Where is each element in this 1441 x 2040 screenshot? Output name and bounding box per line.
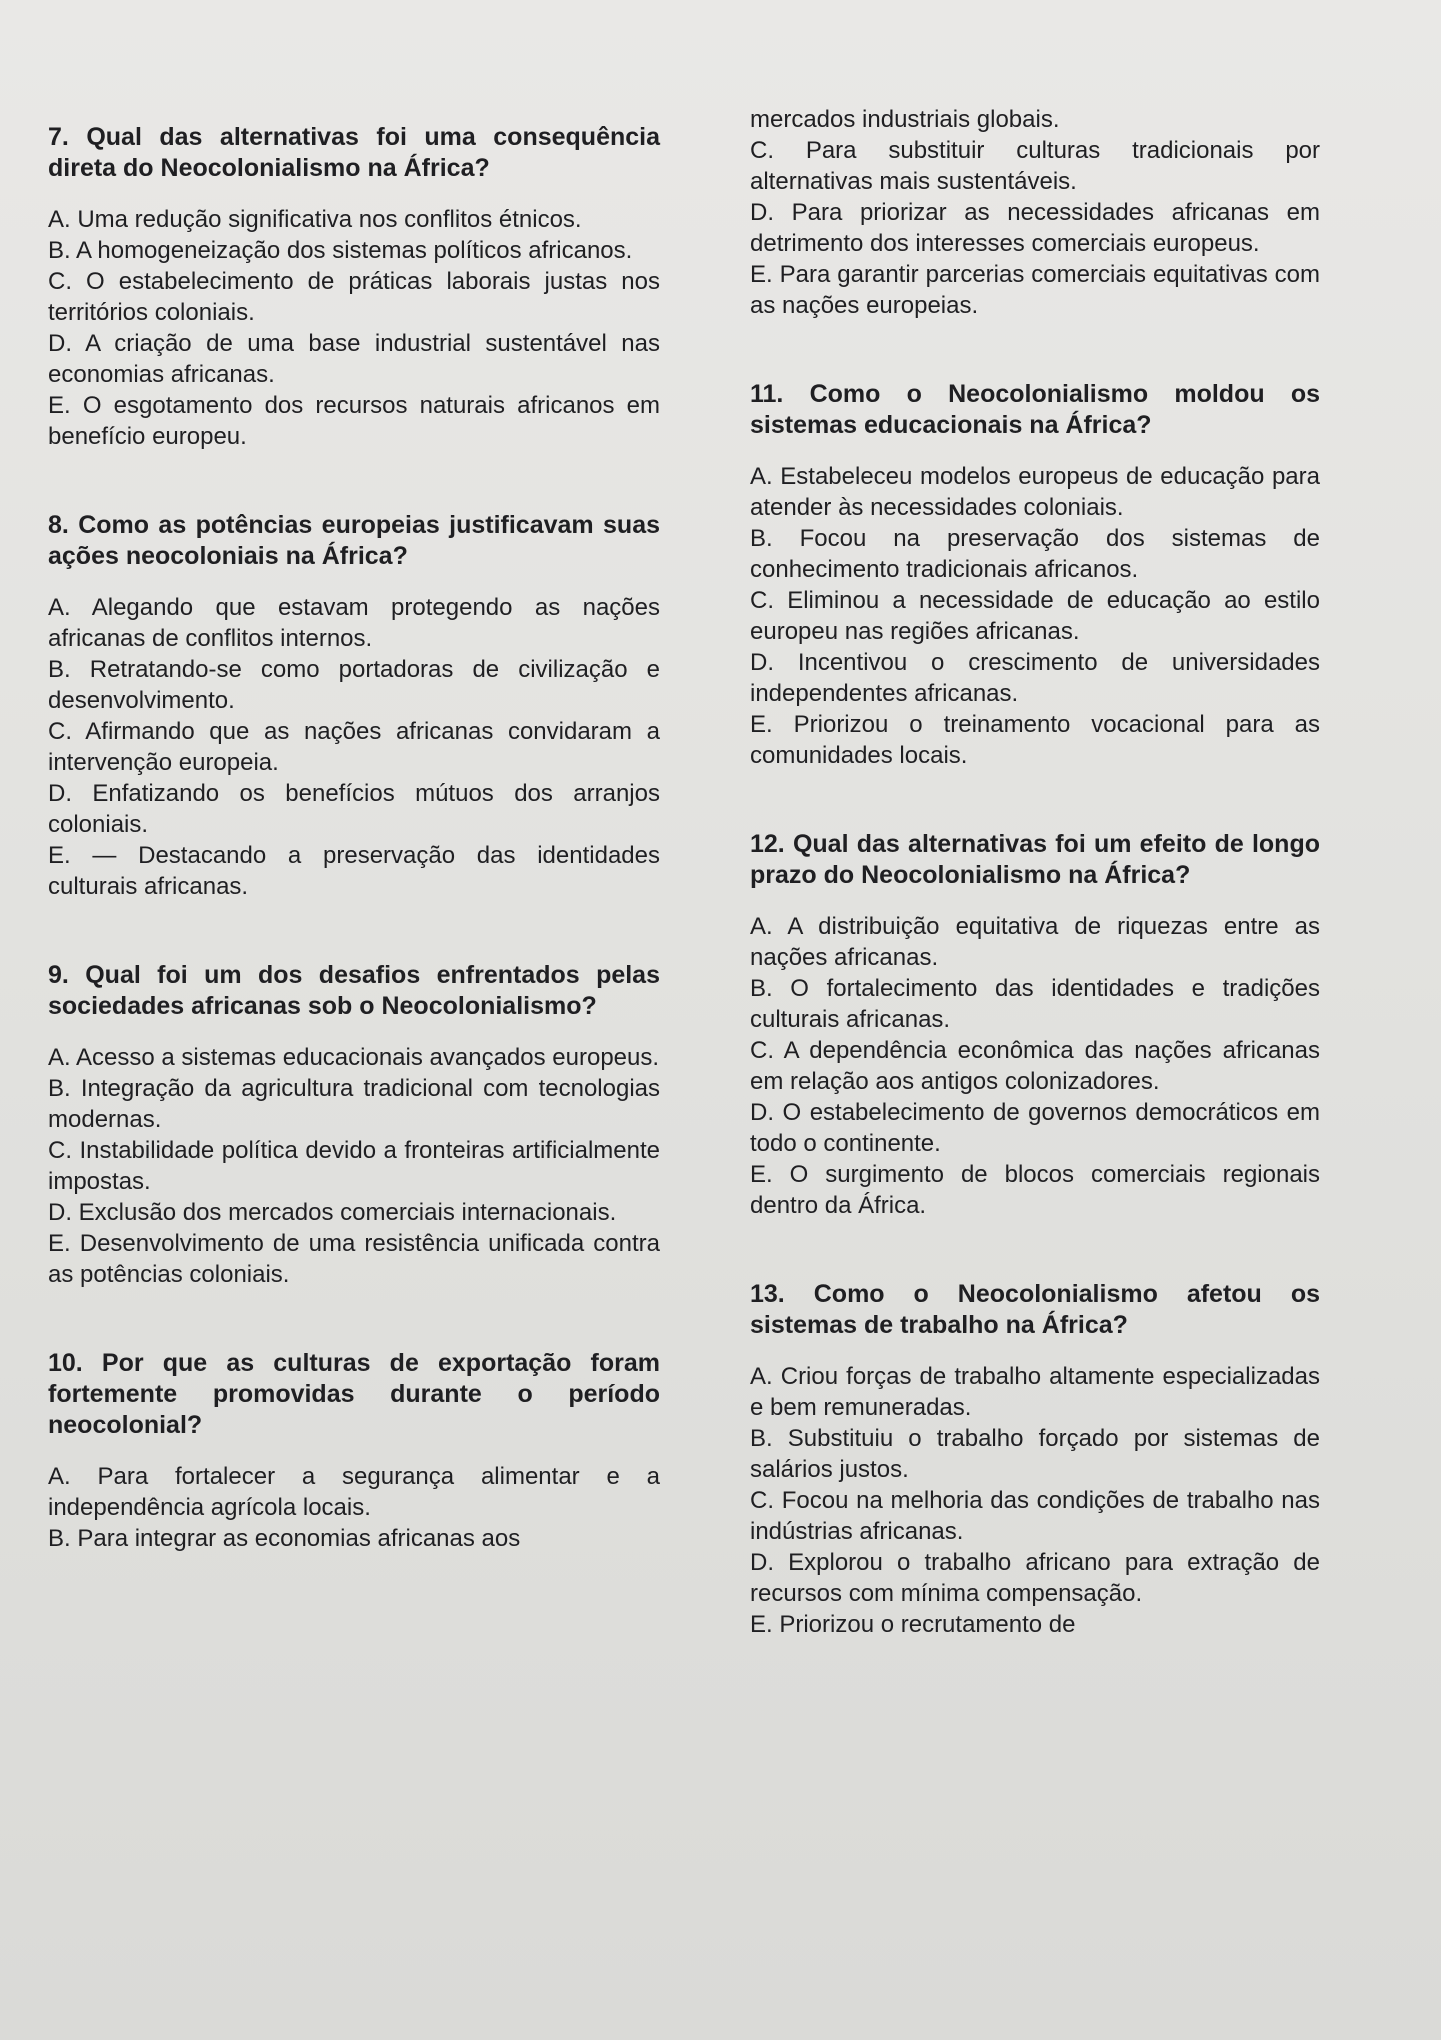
q9-option-c: C. Instabilidade política devido a fronteiras artificialmente impostas.	[48, 1137, 660, 1195]
q8-option-a: A. Alegando que estavam protegendo as nações africanas de conflitos internos.	[48, 594, 660, 652]
question-7-text: 7. Qual das alternativas foi uma consequência direta do Neocolonialismo na África?	[48, 123, 660, 182]
q13-option-b: B. Substituiu o trabalho forçado por sistemas de salários justos.	[750, 1425, 1320, 1483]
question-10	[48, 1348, 660, 1554]
q7-option-c: C. O estabelecimento de práticas laborais justas nos territórios coloniais.	[48, 268, 660, 326]
question-13	[750, 1279, 1320, 1640]
question-13-text: 13. Como o Neocolonialismo afetou os sistemas de trabalho na África?	[750, 1280, 1320, 1339]
left-column	[48, 122, 660, 1612]
right-column	[750, 104, 1320, 1698]
q10-option-c: C. Para substituir culturas tradicionais por alternativas mais sustentáveis.	[750, 137, 1320, 195]
q11-option-d: D. Incentivou o crescimento de universidades independentes africanas.	[750, 649, 1320, 707]
q13-option-e: E. Priorizou o recrutamento de	[750, 1611, 1076, 1638]
q8-option-d: D. Enfatizando os benefícios mútuos dos arranjos coloniais.	[48, 780, 660, 838]
q9-option-b: B. Integração da agricultura tradicional com tecnologias modernas.	[48, 1075, 660, 1133]
q8-option-b: B. Retratando-se como portadoras de civilização e desenvolvimento.	[48, 656, 660, 714]
q9-option-d: D. Exclusão dos mercados comerciais internacionais.	[48, 1199, 617, 1226]
q11-option-c: C. Eliminou a necessidade de educação ao estilo europeu nas regiões africanas.	[750, 587, 1320, 645]
q10-option-b-continued: mercados industriais globais.	[750, 106, 1060, 133]
question-11	[750, 379, 1320, 771]
question-11-text: 11. Como o Neocolonialismo moldou os sistemas educacionais na África?	[750, 380, 1320, 439]
q12-option-c: C. A dependência econômica das nações africanas em relação aos antigos colonizadores.	[750, 1037, 1320, 1095]
question-10-continued	[750, 104, 1320, 321]
q13-option-d: D. Explorou o trabalho africano para extração de recursos com mínima compensação.	[750, 1549, 1320, 1607]
question-9	[48, 960, 660, 1290]
q7-option-d: D. A criação de uma base industrial sustentável nas economias africanas.	[48, 330, 660, 388]
q12-option-b: B. O fortalecimento das identidades e tradições culturais africanas.	[750, 975, 1320, 1033]
question-12	[750, 829, 1320, 1221]
question-10-text: 10. Por que as culturas de exportação foram fortemente promovidas durante o período neocolonial?	[48, 1349, 660, 1439]
q13-option-c: C. Focou na melhoria das condições de trabalho nas indústrias africanas.	[750, 1487, 1320, 1545]
question-9-text: 9. Qual foi um dos desafios enfrentados pelas sociedades africanas sob o Neocolonialismo?	[48, 961, 660, 1020]
q10-option-a: A. Para fortalecer a segurança alimentar e a independência agrícola locais.	[48, 1463, 660, 1521]
q7-option-a: A. Uma redução significativa nos conflitos étnicos.	[48, 206, 582, 233]
q13-option-a: A. Criou forças de trabalho altamente especializadas e bem remuneradas.	[750, 1363, 1320, 1421]
question-8-text: 8. Como as potências europeias justificavam suas ações neocoloniais na África?	[48, 511, 660, 570]
q10-option-b: B. Para integrar as economias africanas aos	[48, 1525, 521, 1552]
q8-option-e: E. — Destacando a preservação das identidades culturais africanas.	[48, 842, 660, 900]
q7-option-b: B. A homogeneização dos sistemas políticos africanos.	[48, 237, 633, 264]
question-7	[48, 122, 660, 452]
question-12-text: 12. Qual das alternativas foi um efeito de longo prazo do Neocolonialismo na África?	[750, 830, 1320, 889]
q11-option-e: E. Priorizou o treinamento vocacional para as comunidades locais.	[750, 711, 1320, 769]
q11-option-b: B. Focou na preservação dos sistemas de conhecimento tradicionais africanos.	[750, 525, 1320, 583]
q9-option-a: A. Acesso a sistemas educacionais avançados europeus.	[48, 1044, 660, 1071]
q12-option-e: E. O surgimento de blocos comerciais regionais dentro da África.	[750, 1161, 1320, 1219]
q12-option-a: A. A distribuição equitativa de riquezas entre as nações africanas.	[750, 913, 1320, 971]
q12-option-d: D. O estabelecimento de governos democráticos em todo o continente.	[750, 1099, 1320, 1157]
q9-option-e: E. Desenvolvimento de uma resistência unificada contra as potências coloniais.	[48, 1230, 660, 1288]
q8-option-c: C. Afirmando que as nações africanas convidaram a intervenção europeia.	[48, 718, 660, 776]
q11-option-a: A. Estabeleceu modelos europeus de educação para atender às necessidades coloniais.	[750, 463, 1320, 521]
question-8	[48, 510, 660, 902]
q10-option-d: D. Para priorizar as necessidades africanas em detrimento dos interesses comerciais europeus.	[750, 199, 1320, 257]
q7-option-e: E. O esgotamento dos recursos naturais africanos em benefício europeu.	[48, 392, 660, 450]
q10-option-e: E. Para garantir parcerias comerciais equitativas com as nações europeias.	[750, 261, 1320, 319]
